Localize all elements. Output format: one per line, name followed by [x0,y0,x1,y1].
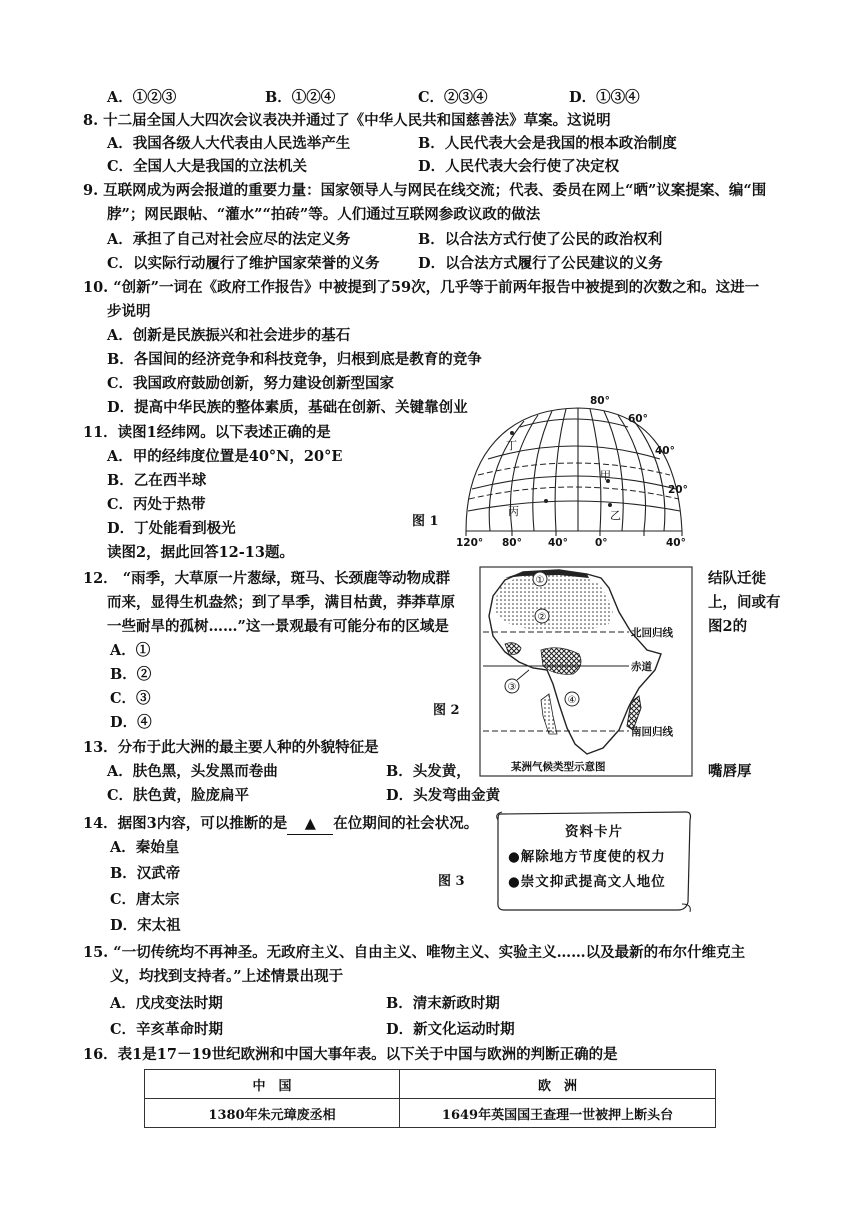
figure-2-africa-map [479,566,693,777]
lon-label-0: 0° [595,537,608,548]
q14-option-d: D．宋太祖 [110,917,181,934]
q13-option-b-tail: 嘴唇厚 [708,763,752,780]
q12-stem-right-3: 图2的 [708,618,748,635]
q14-option-a: A．秦始皇 [110,839,180,856]
table-row [145,1099,716,1128]
tropic-south-label: 南回归线 [631,726,673,738]
q8-option-a: A．我国各级人大代表由人民选举产生 [107,135,351,152]
q16-stem: 16．表1是17－19世纪欧洲和中国大事年表。以下关于中国与欧洲的判断正确的是 [83,1046,618,1063]
read-figure-2-instruction: 读图2，据此回答12-13题。 [107,544,294,561]
figure-2-label: 图 2 [433,703,460,718]
figure-1-label: 图 1 [412,514,439,529]
marker-3: ③ [507,682,517,693]
q15-stem-line-1: 15. “一切传统均不再神圣。无政府主义、自由主义、唯物主义、实验主义……以及最新的布尔什维克主 [83,944,746,961]
equator-label: 赤道 [631,661,652,673]
top-option-c: C．②③④ [418,89,488,106]
q9-stem-line-1: 9. 互联网成为两会报道的重要力量：国家领导人与网民在线交流；代表、委员在网上“晒”议案提案、编“围 [83,182,767,199]
place-yi: 乙 [610,509,621,522]
card-line-1: ●解除地方节度使的权力 [508,849,666,865]
q9-option-c: C．以实际行动履行了维护国家荣誉的义务 [107,255,380,272]
q14-stem [83,814,478,835]
q10-option-b: B．各国间的经济竞争和科技竞争，归根到底是教育的竞争 [107,351,482,368]
table-header-china: 中 国 [145,1070,400,1099]
place-ding: 丁 [506,439,517,452]
q12-stem-right-2: 上，间或有 [708,594,781,611]
top-option-d: D．①③④ [569,89,640,106]
q13-stem: 13．分布于此大洲的最主要人种的外貌特征是 [83,739,379,756]
card-line-2: ●崇文抑武提高文人地位 [508,874,666,890]
blank-mark: ▲ [304,815,316,832]
q12-stem-line-1: 12． “雨季，大草原一片葱绿，斑马、长颈鹿等动物成群 [83,570,451,587]
q9-option-d: D．以合法方式履行了公民建议的义务 [418,255,663,272]
q12-option-a: A．① [110,642,151,659]
tropic-north-label: 北回归线 [631,627,673,639]
lat-label-20: 20° [668,484,688,496]
q13-option-c: C．肤色黄，脸庞扁平 [107,787,250,804]
q13-option-a: A．肤色黑，头发黑而卷曲 [107,763,278,780]
marker-1: ① [535,575,545,586]
q15-option-c: C．辛亥革命时期 [110,1021,224,1038]
q13-option-d: D．头发弯曲金黄 [386,787,501,804]
table-cell-china: 1380年朱元璋废丞相 [145,1099,400,1128]
q9-option-a: A．承担了自己对社会应尽的法定义务 [107,231,351,248]
q15-option-d: D．新文化运动时期 [386,1021,515,1038]
q9-option-b: B．以合法方式行使了公民的政治权利 [418,231,663,248]
q12-option-d: D．④ [110,714,152,731]
lon-label-80: 80° [502,537,522,548]
q14-answer-blank[interactable] [287,814,333,835]
table-header-row [145,1070,716,1099]
top-option-a: A．①②③ [107,89,177,106]
q14-stem-after: 在位期间的社会状况。 [333,815,479,832]
lat-label-80: 80° [590,395,610,407]
q8-option-d: D．人民代表大会行使了决定权 [418,158,620,175]
q11-option-d: D．丁处能看到极光 [107,520,236,537]
q10-stem-line-2: 步说明 [107,303,151,320]
q14-option-c: C．唐太宗 [110,891,180,908]
q15-stem-line-2: 义，均找到支持者。”上述情景出现于 [110,968,344,985]
figure-3-label: 图 3 [438,874,465,889]
q12-option-c: C．③ [110,690,151,707]
marker-2: ② [537,612,547,623]
top-option-b: B．①②④ [265,89,336,106]
lat-label-40: 40° [655,445,675,457]
q12-stem-line-2: 而来，显得生机盎然；到了旱季，满目枯黄，莽莽草原 [107,594,455,611]
q10-option-a: A．创新是民族振兴和社会进步的基石 [107,327,351,344]
q14-stem-before: 14．据图3内容，可以推断的是 [83,815,288,832]
table-header-europe: 欧 洲 [400,1070,716,1099]
card-title: 资料卡片 [565,824,623,840]
place-jia: 甲 [600,469,611,482]
q11-option-c: C．丙处于热带 [107,496,206,513]
table-cell-europe: 1649年英国国王查理一世被押上断头台 [400,1099,716,1128]
q14-option-b: B．汉武帝 [110,865,181,882]
place-bing: 丙 [508,505,519,518]
marker-4: ④ [567,695,577,706]
q12-stem-right-1: 结队迁徙 [708,570,766,587]
q11-option-a: A．甲的经纬度位置是40°N，20°E [107,448,343,465]
q11-option-b: B．乙在西半球 [107,472,207,489]
lon-label-40e: 40° [666,537,686,548]
q13-option-b: B．头发黄， [386,763,471,780]
lat-label-60: 60° [628,413,648,425]
event-table [144,1069,716,1128]
q10-option-c: C．我国政府鼓励创新，努力建设创新型国家 [107,375,395,392]
q8-option-c: C．全国人大是我国的立法机关 [107,158,308,175]
figure-2-caption: 某洲气候类型示意图 [511,761,606,773]
lon-label-120: 120° [456,537,484,548]
q11-stem: 11．读图1经纬网。以下表述正确的是 [83,424,331,441]
q12-stem-line-3: 一些耐旱的孤树……”这一景观最有可能分布的区域是 [107,618,449,635]
q8-stem: 8. 十二届全国人大四次会议表决并通过了《中华人民共和国慈善法》草案。这说明 [83,112,611,129]
q9-stem-line-2: 脖”；网民跟帖、“灌水”“拍砖”等。人们通过互联网参政议政的做法 [107,206,541,223]
q8-option-b: B．人民代表大会是我国的根本政治制度 [418,135,677,152]
q10-stem-line-1: 10. “创新”一词在《政府工作报告》中被提到了59次，几乎等于前两年报告中被提到的次数之和。这进一 [83,279,760,296]
q10-option-d: D．提高中华民族的整体素质，基础在创新、关键靠创业 [107,399,468,416]
lon-label-40w: 40° [548,537,568,548]
figure-1-graticule [448,393,690,548]
q12-option-b: B．② [110,666,152,683]
q15-option-a: A．戊戌变法时期 [110,995,223,1012]
q15-option-b: B．清末新政时期 [386,995,500,1012]
